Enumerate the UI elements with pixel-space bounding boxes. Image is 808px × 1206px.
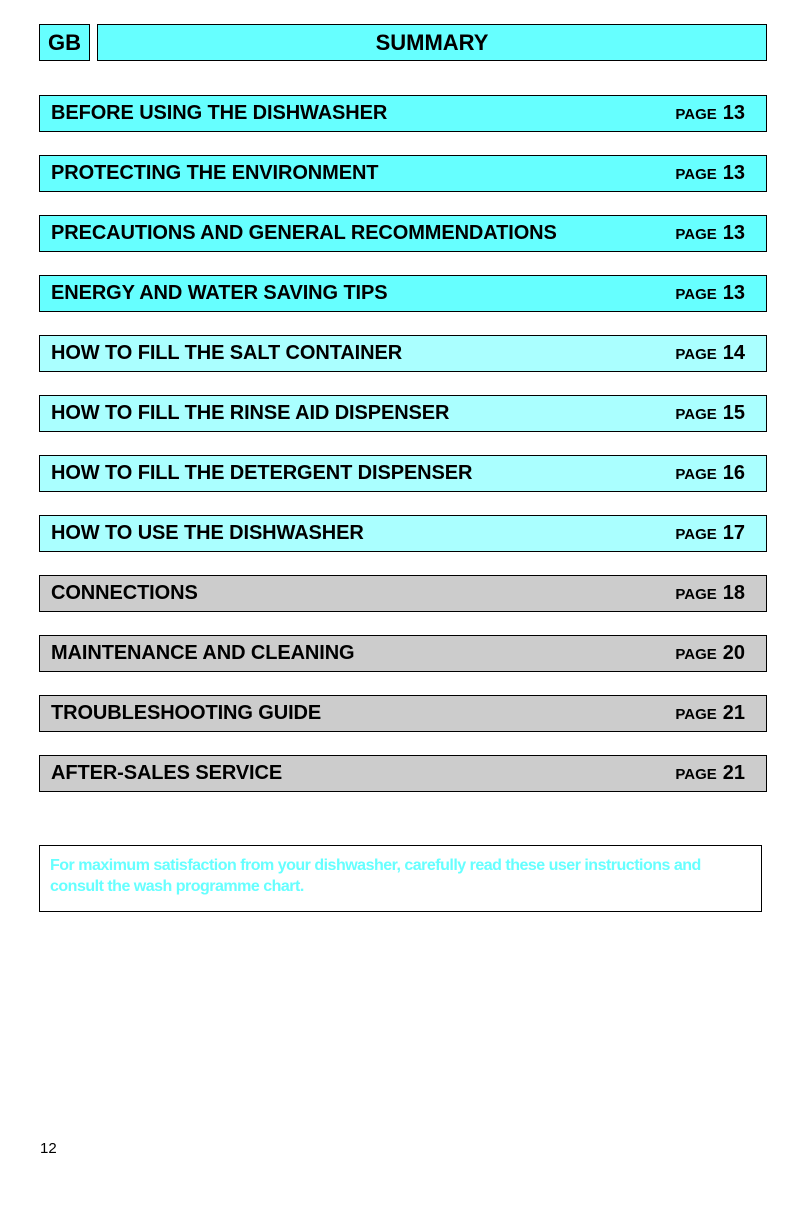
toc-item-title: HOW TO USE THE DISHWASHER bbox=[51, 522, 364, 544]
page-number: 13 bbox=[722, 102, 745, 124]
instruction-note-text: For maximum satisfaction from your dishwasher, carefully read these user instructions and consult the wash programme chart. bbox=[50, 857, 701, 895]
toc-item-page bbox=[675, 222, 745, 245]
page-number: 13 bbox=[722, 282, 745, 304]
toc-item[interactable] bbox=[39, 575, 767, 612]
toc-item-page bbox=[675, 702, 745, 725]
toc-item-page bbox=[675, 102, 745, 125]
toc-item-title: BEFORE USING THE DISHWASHER bbox=[51, 102, 388, 124]
toc-item-title: CONNECTIONS bbox=[51, 582, 198, 604]
toc-item-page bbox=[675, 522, 745, 545]
instruction-note-box bbox=[39, 845, 762, 912]
toc-item[interactable] bbox=[39, 635, 767, 672]
toc-item-title: HOW TO FILL THE RINSE AID DISPENSER bbox=[51, 402, 450, 424]
toc-item-page bbox=[675, 402, 745, 425]
toc-item[interactable] bbox=[39, 755, 767, 792]
toc-item[interactable] bbox=[39, 95, 767, 132]
page-number: 21 bbox=[722, 702, 745, 724]
toc-item[interactable] bbox=[39, 455, 767, 492]
page-label: PAGE bbox=[675, 346, 717, 363]
page-label: PAGE bbox=[675, 166, 717, 183]
toc-item-title: ENERGY AND WATER SAVING TIPS bbox=[51, 282, 388, 304]
page-number: 14 bbox=[722, 342, 745, 364]
page-label: PAGE bbox=[675, 406, 717, 423]
page-label: PAGE bbox=[675, 646, 717, 663]
page-label: PAGE bbox=[675, 766, 717, 783]
page-label: PAGE bbox=[675, 286, 717, 303]
toc-item[interactable] bbox=[39, 515, 767, 552]
page-number: 18 bbox=[722, 582, 745, 604]
page-label: PAGE bbox=[675, 586, 717, 603]
toc-item-title: TROUBLESHOOTING GUIDE bbox=[51, 702, 322, 724]
page-title: SUMMARY bbox=[375, 29, 489, 55]
toc-item-title: HOW TO FILL THE SALT CONTAINER bbox=[51, 342, 403, 364]
page-label: PAGE bbox=[675, 706, 717, 723]
page-number: 21 bbox=[722, 762, 745, 784]
page-label: PAGE bbox=[675, 226, 717, 243]
language-code-box bbox=[39, 24, 90, 61]
toc-item[interactable] bbox=[39, 155, 767, 192]
toc-item-title: MAINTENANCE AND CLEANING bbox=[51, 642, 355, 664]
toc-item[interactable] bbox=[39, 695, 767, 732]
toc-item-page bbox=[675, 162, 745, 185]
page-number: 17 bbox=[722, 522, 745, 544]
toc-item-title: HOW TO FILL THE DETERGENT DISPENSER bbox=[51, 462, 473, 484]
toc-item[interactable] bbox=[39, 275, 767, 312]
page-label: PAGE bbox=[675, 466, 717, 483]
page-number: 13 bbox=[722, 162, 745, 184]
language-code: GB bbox=[48, 29, 81, 55]
toc-item-title: PROTECTING THE ENVIRONMENT bbox=[51, 162, 379, 184]
page-number: 13 bbox=[722, 222, 745, 244]
toc-item-page bbox=[675, 342, 745, 365]
page-number-footer: 12 bbox=[40, 1140, 57, 1157]
page-title-box bbox=[97, 24, 767, 61]
page-number: 15 bbox=[722, 402, 745, 424]
toc-item-page bbox=[675, 642, 745, 665]
page-number: 20 bbox=[722, 642, 745, 664]
page-label: PAGE bbox=[675, 106, 717, 123]
toc-item[interactable] bbox=[39, 335, 767, 372]
page-number: 16 bbox=[722, 462, 745, 484]
toc-item[interactable] bbox=[39, 215, 767, 252]
toc-item[interactable] bbox=[39, 395, 767, 432]
page-label: PAGE bbox=[675, 526, 717, 543]
toc-item-title: PRECAUTIONS AND GENERAL RECOMMENDATIONS bbox=[51, 222, 557, 244]
toc-item-title: AFTER-SALES SERVICE bbox=[51, 762, 283, 784]
toc-item-page bbox=[675, 462, 745, 485]
toc-item-page bbox=[675, 762, 745, 785]
toc-item-page bbox=[675, 582, 745, 605]
toc-item-page bbox=[675, 282, 745, 305]
